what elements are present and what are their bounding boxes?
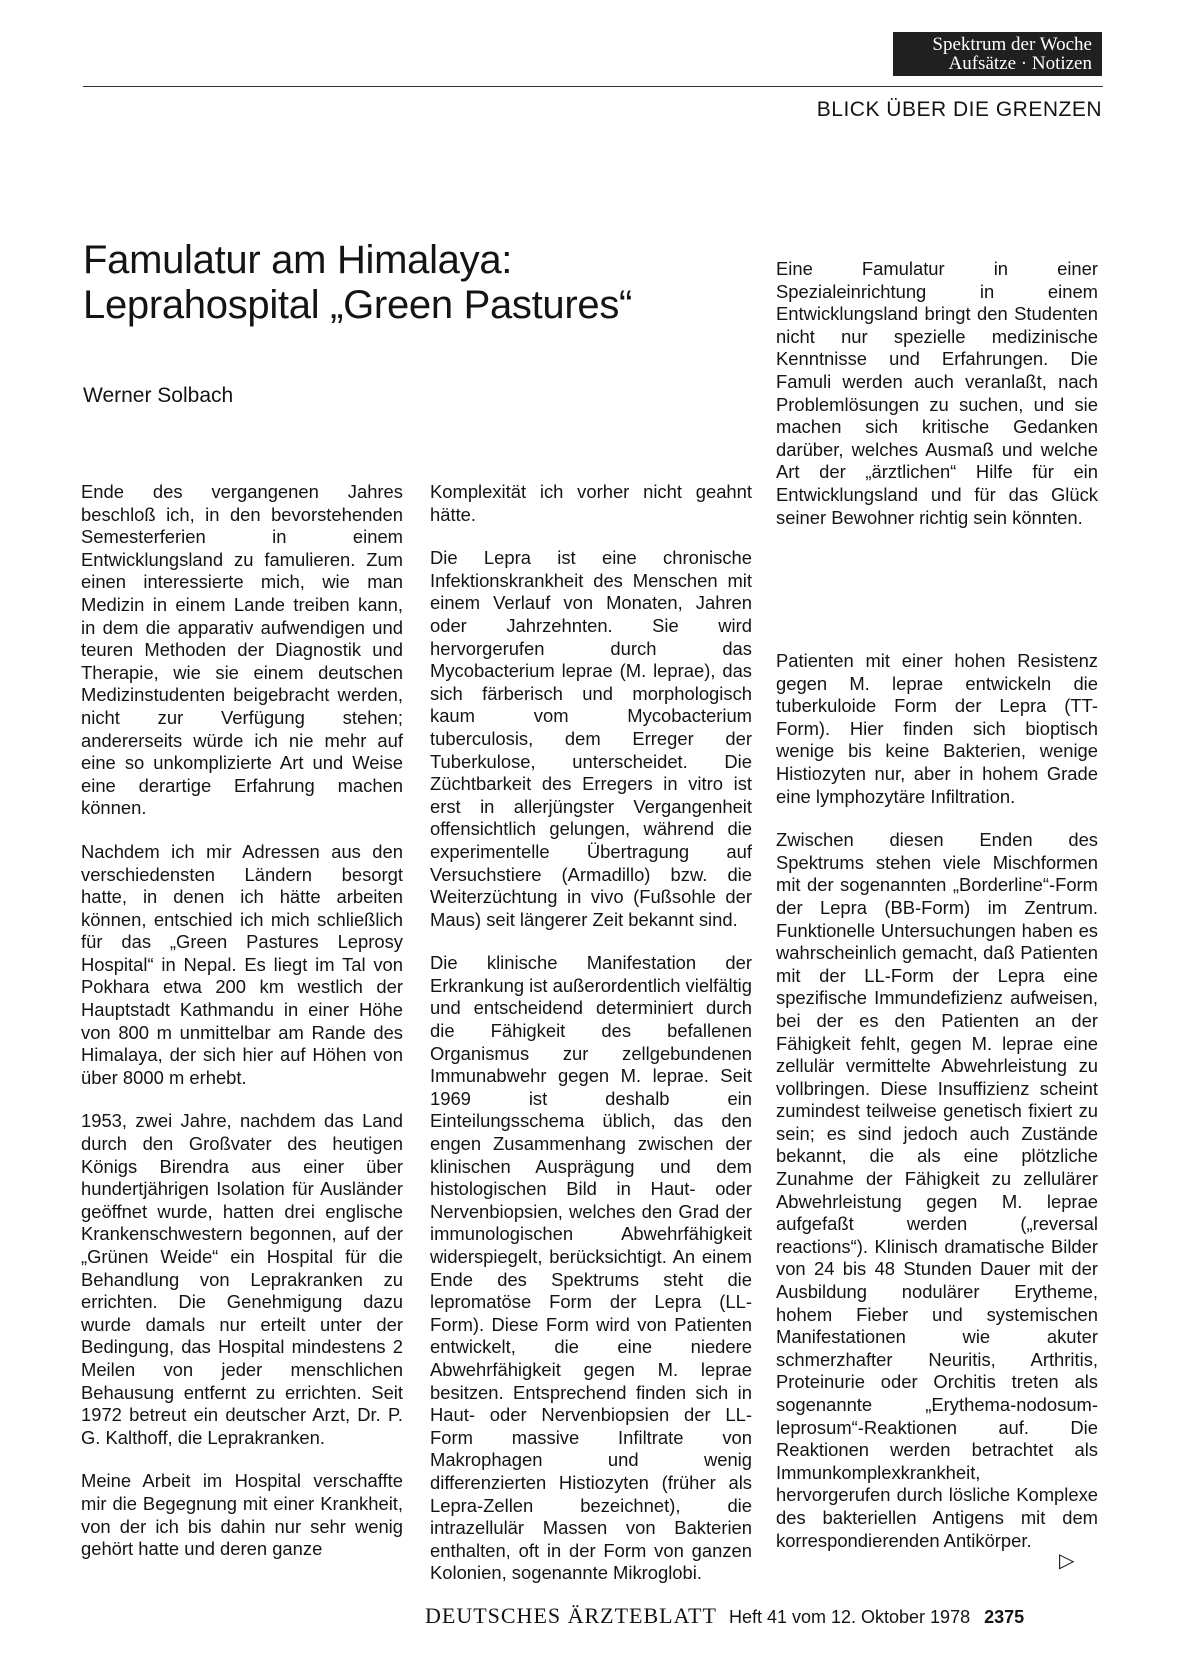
paragraph: Patienten mit einer hohen Resistenz gegen M. leprae entwickeln die tuberkuloide Form der Lepra (TT-Form). Hier finden sich bioptisch wenige bis keine Bakterien, wenige Histiozyten nur, aber in hohem Grade eine lymphozytäre Infiltration. bbox=[776, 650, 1098, 807]
title-line-2: Leprahospital „Green Pastures“ bbox=[83, 283, 633, 327]
paragraph: Komplexität ich vorher nicht geahnt hätte. bbox=[430, 481, 752, 525]
rubric-line-2: Aufsätze · Notizen bbox=[948, 53, 1092, 74]
paragraph: Die Lepra ist eine chronische Infektionskrankheit des Menschen mit einem Verlauf von Monaten, Jahren oder Jahrzehnten. Sie wird hervorgerufen durch das Mycobacterium leprae (M. leprae), das sich färberisch und morphologisch kaum vom Mycobacterium tuberculosis, dem Erreger der Tuberkulose, unterscheidet. Die Züchtbarkeit des Erregers in vitro ist erst in allerjüngster Vergangenheit offensichtlich gelungen, während die experimentelle Übertragung auf Versuchstiere (Armadillo) bzw. die Weiterzüchtung in vivo (Fußsohle der Maus) seit längerer Zeit bekannt sind. bbox=[430, 547, 752, 930]
abstract-text: Eine Famulatur in einer Spezialeinrichtung in einem Entwicklungsland bringt den Studenten nicht nur spezielle medizinische Kenntnisse und Erfahrungen. Die Famuli werden auch veranlaßt, nach Problemlösungen zu suchen, und sie machen sich kritische Gedanken darüber, welches Ausmaß und welche Art der „ärztlichen“ Hilfe für ein Entwicklungsland und für das Glück seiner Bewohner richtig sein könnten. bbox=[776, 258, 1098, 528]
page-footer bbox=[425, 1603, 1024, 1629]
section-heading: BLICK ÜBER DIE GRENZEN bbox=[816, 98, 1102, 121]
title-line-1: Famulatur am Himalaya: bbox=[83, 238, 513, 282]
continue-arrow-icon: ▷ bbox=[1059, 1550, 1075, 1572]
header-rule bbox=[83, 86, 1103, 87]
paragraph: Zwischen diesen Enden des Spektrums stehen viele Mischformen mit der sogenannten „Borderline“-Form der Lepra (BB-Form) im Zentrum. Funktionelle Untersuchungen haben es wahrscheinlich gemacht, daß Patienten mit der LL-Form der Lepra eine spezifische Immundefizienz aufweisen, bei der es den Patienten an der Fähigkeit fehlt, gegen M. leprae eine zellulär vermittelte Abwehrleistung zu vollbringen. Diese Insuffizienz scheint zumindest teilweise genetisch fixiert zu sein; es sind jedoch auch Zustände bekannt, die als eine plötzliche Zunahme der Fähigkeit zu zellulärer Abwehrleistung gegen M. leprae aufgefaßt werden („reversal reactions“). Klinisch dramatische Bilder von 24 bis 48 Stunden Dauer mit der Ausbildung nodulärer Erytheme, hohem Fieber und systemischen Manifestationen wie akuter schmerzhafter Neuritis, Arthritis, Proteinurie oder Orchitis treten als sogenannte „Erythema-nodosum-leprosum“-Reaktionen auf. Die Reaktionen werden betrachtet als Immunkomplexkrankheit, hervorgerufen durch lösliche Komplexe des bakteriellen Antigens mit dem korrespondierenden Antikörper. bbox=[776, 829, 1098, 1551]
paragraph: Ende des vergangenen Jahres beschloß ich, in den bevorstehenden Semesterferien in einem Entwicklungsland zu famulieren. Zum einen interessierte mich, wie man Medizin in einem Lande treiben kann, in dem die apparativ aufwendigen und teuren Methoden der Diagnostik und Therapie, wie sie einem deutschen Medizinstudenten beigebracht werden, nicht zur Verfügung stehen; andererseits würde ich nie mehr auf eine so unkomplizierte Art und Weise eine derartige Erfahrung machen können. bbox=[81, 481, 403, 819]
author: Werner Solbach bbox=[83, 384, 234, 407]
column-3 bbox=[776, 650, 1098, 1573]
rubric-line-1: Spektrum der Woche bbox=[932, 34, 1092, 55]
article-title bbox=[83, 238, 723, 328]
page-number: 2375 bbox=[984, 1607, 1025, 1627]
paragraph: 1953, zwei Jahre, nachdem das Land durch den Großvater des heutigen Königs Birendra aus einer über hundertjährigen Isolation für Ausländer geöffnet wurde, hatten drei englische Krankenschwestern begonnen, auf der „Grünen Weide“ ein Hospital für die Behandlung von Leprakranken zu errichten. Die Genehmigung dazu wurde damals nur erteilt unter der Bedingung, das Hospital mindestens 2 Meilen von jeder menschlichen Behausung entfernt zu errichten. Seit 1972 betreut ein deutscher Arzt, Dr. P. G. Kalthoff, die Leprakranken. bbox=[81, 1110, 403, 1448]
journal-name: DEUTSCHES ÄRZTEBLATT bbox=[425, 1603, 717, 1628]
paragraph: Nachdem ich mir Adressen aus den verschiedensten Ländern besorgt hatte, in denen ich hätte arbeiten können, entschied ich mich schließlich für das „Green Pastures Leprosy Hospital“ in Nepal. Es liegt im Tal von Pokhara etwa 200 km westlich der Hauptstadt Kathmandu in einer Höhe von 800 m unmittelbar am Rande des Himalaya, der sich hier auf Höhen von über 8000 m erhebt. bbox=[81, 840, 403, 1088]
abstract-box bbox=[776, 258, 1098, 550]
column-1 bbox=[81, 481, 403, 1582]
issue-info: Heft 41 vom 12. Oktober 1978 bbox=[728, 1607, 971, 1627]
paragraph: Meine Arbeit im Hospital verschaffte mir die Begegnung mit einer Krankheit, von der ich bis dahin nur sehr wenig gehört hatte und deren ganze bbox=[81, 1470, 403, 1560]
paragraph: Die klinische Manifestation der Erkrankung ist außerordentlich vielfältig und entscheidend determiniert durch die Fähigkeit des befallenen Organismus zur zellgebundenen Immunabwehr gegen M. leprae. Seit 1969 ist deshalb ein Einteilungsschema üblich, das den engen Zusammenhang zwischen der klinischen Ausprägung und dem histologischen Bild in Haut- oder Nervenbiopsien, welches den Grad der immunologischen Abwehrfähigkeit widerspiegelt, berücksichtigt. An einem Ende des Spektrums steht die lepromatöse Form der Lepra (LL-Form). Diese Form wird von Patienten entwickelt, die eine niedere Abwehrfähigkeit gegen M. leprae besitzen. Entsprechend finden sich in Haut- oder Nervenbiopsien der LL-Form massive Infiltrate von Makrophagen und wenig differenzierten Histiozyten (früher als Lepra-Zellen bezeichnet), die intrazellulär Massen von Bakterien enthalten, oft in der Form von ganzen Kolonien, sogenannte Mikroglobi. bbox=[430, 952, 752, 1584]
column-2 bbox=[430, 481, 752, 1606]
rubric-box bbox=[893, 32, 1102, 76]
